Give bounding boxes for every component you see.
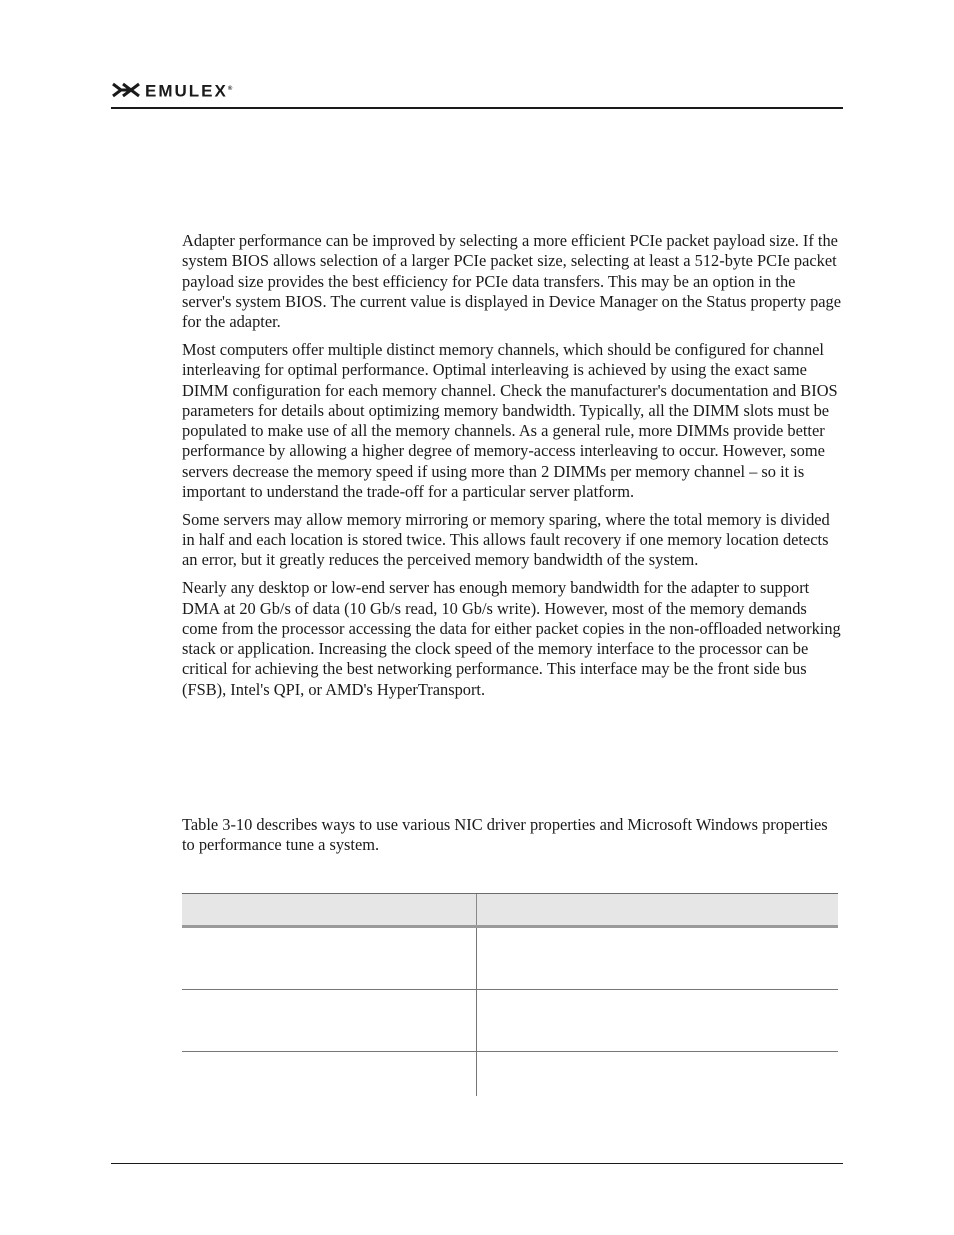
paragraph-pcie-payload: Adapter performance can be improved by selecting a more efficient PCIe packet payload size. If the system BIOS allows selection of a larger PCIe packet size, selecting at least a 512-byte PCIe packet payload size provides the best efficiency for PCIe data transfers. This may be an option in the server's system BIOS. The current value is displayed in Device Manager on the Status property page for the adapter. xyxy=(182,231,842,332)
paragraph-memory-channels: Most computers offer multiple distinct memory channels, which should be configured for channel interleaving for optimal performance. Optimal interleaving is achieved by using the exact same DIMM configuration for each memory channel. Check the manufacturer's documentation and BIOS parameters for details about optimizing memory bandwidth. Typically, all the DIMM slots must be populated to make use of all the memory channels. As a general rule, more DIMMs provide better performance by allowing a higher degree of memory-access interleaving to occur. However, some servers decrease the memory speed if using more than 2 DIMMs per memory channel – so it is important to understand the trade-off for a particular server platform. xyxy=(182,339,838,502)
table-intro: Table 3-10 describes ways to use various NIC driver properties and Microsoft Windows properties to performance tune a system. xyxy=(182,815,828,855)
table-cell xyxy=(477,990,838,1051)
paragraph-memory-bandwidth: Nearly any desktop or low-end server has enough memory bandwidth for the adapter to support DMA at 20 Gb/s of data (10 Gb/s read, 10 Gb/s write). However, most of the memory demands come from the processor accessing the data for either packet copies in the non-offloaded networking stack or application. Increasing the clock speed of the memory interface to the processor can be critical for achieving the best networking performance. This interface may be the front side bus (FSB), Intel's QPI, or AMD's HyperTransport. xyxy=(182,578,841,699)
table-cell xyxy=(477,1052,838,1096)
performance-tuning-table xyxy=(182,893,838,1096)
footer-rule xyxy=(111,1163,843,1164)
table-cell xyxy=(182,990,477,1051)
table-header-cell xyxy=(477,894,838,925)
emulex-logo-mark-icon xyxy=(111,80,141,100)
table-row xyxy=(182,1052,838,1096)
table-cell xyxy=(182,1052,477,1096)
paragraph-memory-mirroring: Some servers may allow memory mirroring or memory sparing, where the total memory is divided in half and each location is stored twice. This allows fault recovery if one memory location detects an error, but it greatly reduces the perceived memory bandwidth of the system. xyxy=(182,509,830,570)
logo-wordmark: EMULEX® xyxy=(145,81,233,101)
table-header-cell xyxy=(182,894,477,925)
table-cell xyxy=(477,928,838,989)
body-text xyxy=(182,231,842,708)
table-cell xyxy=(182,928,477,989)
table-row xyxy=(182,928,838,990)
table-header-row xyxy=(182,893,838,928)
table-row xyxy=(182,990,838,1052)
emulex-logo xyxy=(111,80,232,100)
header-rule xyxy=(111,107,843,109)
